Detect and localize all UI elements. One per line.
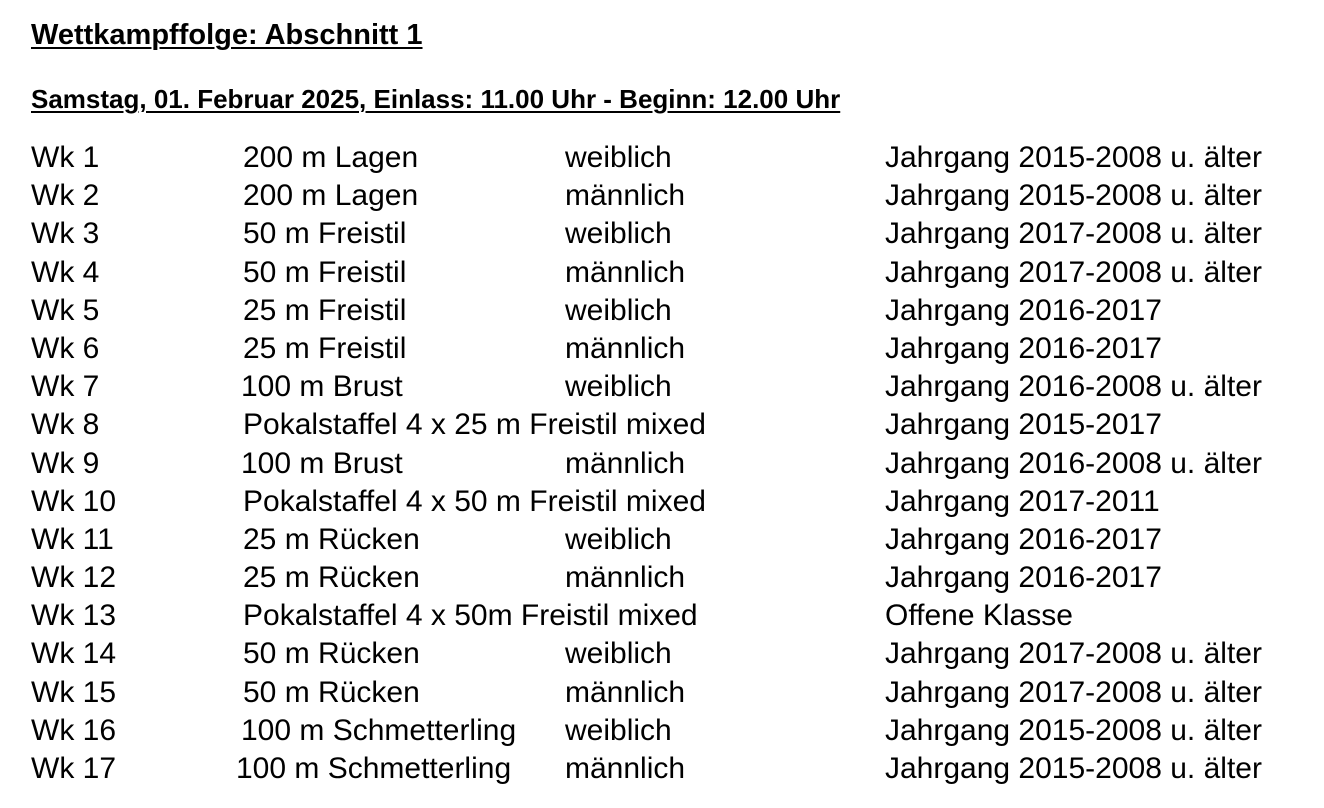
event-row: [0, 674, 1324, 712]
event-row: [0, 559, 1324, 597]
event-discipline: 100 m Brust: [241, 370, 403, 404]
event-age-group: Offene Klasse: [885, 599, 1073, 633]
event-row: [0, 521, 1324, 559]
event-discipline: 25 m Freistil: [243, 331, 407, 365]
event-gender: männlich: [565, 752, 686, 785]
event-number: Wk 11: [31, 522, 114, 556]
event-age-group: Jahrgang 2015-2008 u. älter: [885, 752, 1262, 785]
event-row: [0, 292, 1324, 330]
event-row: [0, 254, 1324, 292]
event-discipline: 50 m Rücken: [243, 637, 420, 671]
event-gender: weiblich: [565, 293, 672, 327]
event-discipline: 25 m Rücken: [243, 561, 420, 595]
event-number: Wk 2: [31, 179, 100, 213]
event-row: [0, 139, 1324, 177]
event-discipline: 50 m Freistil: [243, 255, 407, 289]
event-number: Wk 10: [31, 484, 117, 518]
event-age-group: Jahrgang 2016-2008 u. älter: [885, 370, 1262, 404]
event-age-group: Jahrgang 2015-2008 u. älter: [885, 141, 1262, 174]
event-age-group: Jahrgang 2015-2008 u. älter: [885, 179, 1262, 213]
event-number: Wk 3: [31, 217, 100, 251]
event-age-group: Jahrgang 2017-2008 u. älter: [885, 637, 1262, 671]
event-number: Wk 15: [31, 675, 117, 709]
event-number: Wk 5: [31, 293, 100, 327]
event-age-group: Jahrgang 2016-2008 u. älter: [885, 446, 1262, 480]
event-gender: männlich: [565, 179, 686, 213]
event-age-group: Jahrgang 2016-2017: [885, 522, 1162, 556]
page-title: Wettkampffolge: Abschnitt 1: [31, 19, 423, 51]
event-row: [0, 368, 1324, 406]
event-number: Wk 7: [31, 370, 100, 404]
event-row: [0, 330, 1324, 368]
event-discipline: Pokalstaffel 4 x 50m Freistil mixed: [243, 599, 698, 633]
event-number: Wk 17: [31, 752, 117, 785]
page-subtitle: Samstag, 01. Februar 2025, Einlass: 11.00 Uhr - Beginn: 12.00 Uhr: [31, 84, 841, 114]
event-age-group: Jahrgang 2017-2008 u. älter: [885, 675, 1262, 709]
event-discipline: 100 m Brust: [241, 446, 403, 480]
event-discipline: 50 m Rücken: [243, 675, 420, 709]
event-number: Wk 16: [31, 713, 117, 747]
event-number: Wk 4: [31, 255, 100, 289]
event-row: [0, 215, 1324, 253]
event-number: Wk 6: [31, 331, 100, 365]
event-number: Wk 14: [31, 637, 117, 671]
event-age-group: Jahrgang 2015-2008 u. älter: [885, 713, 1262, 747]
event-gender: männlich: [565, 331, 686, 365]
event-age-group: Jahrgang 2017-2011: [885, 484, 1160, 518]
event-row: [0, 635, 1324, 673]
event-age-group: Jahrgang 2016-2017: [885, 293, 1162, 327]
event-discipline: 200 m Lagen: [243, 141, 419, 174]
event-row: [0, 597, 1324, 635]
event-number: Wk 8: [31, 408, 100, 442]
event-row: [0, 750, 1324, 788]
event-row: [0, 406, 1324, 444]
event-age-group: Jahrgang 2017-2008 u. älter: [885, 217, 1262, 251]
event-number: Wk 12: [31, 561, 117, 595]
event-row: [0, 712, 1324, 750]
event-gender: männlich: [565, 255, 686, 289]
event-gender: weiblich: [565, 370, 672, 404]
event-discipline: Pokalstaffel 4 x 50 m Freistil mixed: [243, 484, 706, 518]
event-discipline: 25 m Rücken: [243, 522, 420, 556]
event-age-group: Jahrgang 2017-2008 u. älter: [885, 255, 1262, 289]
event-age-group: Jahrgang 2016-2017: [885, 561, 1162, 595]
event-number: Wk 1: [31, 141, 100, 174]
event-list: [0, 139, 1324, 788]
event-gender: weiblich: [565, 522, 672, 556]
event-discipline: 50 m Freistil: [243, 217, 407, 251]
event-gender: männlich: [565, 561, 686, 595]
event-gender: weiblich: [565, 713, 672, 747]
event-discipline: 100 m Schmetterling: [236, 752, 512, 785]
event-gender: weiblich: [565, 637, 672, 671]
event-row: [0, 177, 1324, 215]
event-row: [0, 445, 1324, 483]
event-gender: männlich: [565, 446, 686, 480]
event-discipline: 200 m Lagen: [243, 179, 419, 213]
event-gender: weiblich: [565, 141, 672, 174]
event-discipline: 25 m Freistil: [243, 293, 407, 327]
event-age-group: Jahrgang 2015-2017: [885, 408, 1162, 442]
event-discipline: 100 m Schmetterling: [241, 713, 517, 747]
event-gender: weiblich: [565, 217, 672, 251]
event-number: Wk 9: [31, 446, 100, 480]
event-row: [0, 483, 1324, 521]
event-number: Wk 13: [31, 599, 117, 633]
event-age-group: Jahrgang 2016-2017: [885, 331, 1162, 365]
event-gender: männlich: [565, 675, 686, 709]
event-discipline: Pokalstaffel 4 x 25 m Freistil mixed: [243, 408, 706, 442]
